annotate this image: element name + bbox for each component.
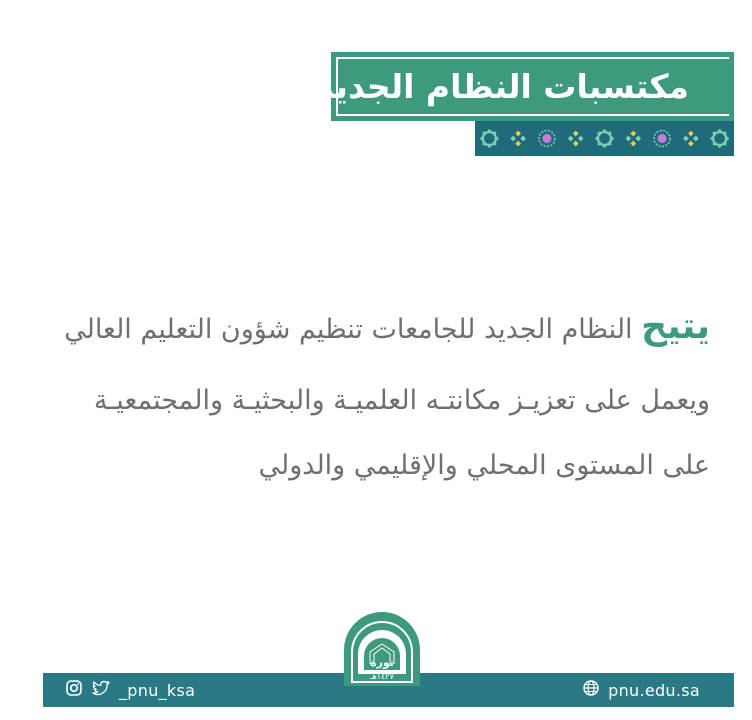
twitter-icon[interactable] [91, 679, 111, 701]
title-banner [316, 52, 734, 121]
pnu-logo [340, 608, 424, 686]
pattern-motif [568, 131, 584, 147]
page-title: مكتسبات النظام الجديد [316, 67, 689, 106]
pattern-motif [539, 131, 555, 147]
geometric-pattern [475, 121, 734, 156]
accent-word: يتيح [641, 306, 710, 347]
body-line-1 [50, 306, 710, 347]
pattern-motif [683, 131, 699, 147]
body-line-1-text: النظام الجديد للجامعات تنظيم شؤون التعليم العالي [64, 314, 642, 345]
pattern-motif [596, 130, 613, 147]
university-emblem [340, 608, 424, 686]
pattern-motif [711, 130, 728, 147]
logo-text: نورة [370, 656, 394, 669]
pattern-motif [654, 131, 670, 147]
globe-icon [582, 679, 600, 701]
pattern-motif [481, 130, 498, 147]
pattern-motif [510, 131, 526, 147]
footer-social [65, 673, 195, 707]
body-line-3: على المستوى المحلي والإقليمي والدولي [258, 450, 710, 481]
social-handle[interactable]: _pnu_ksa [119, 680, 196, 700]
decorative-pattern-strip [475, 121, 734, 156]
footer-website [582, 673, 700, 707]
website-link[interactable]: pnu.edu.sa [608, 680, 700, 700]
body-line-2: ويعمل على تعزيـز مكانتـه العلميـة والبحثيـة والمجتمعيـة [93, 385, 710, 416]
instagram-icon[interactable] [65, 679, 83, 701]
title-frame [316, 57, 729, 116]
pattern-motif [625, 131, 641, 147]
logo-year: ١٤٢٧هـ [370, 672, 394, 681]
